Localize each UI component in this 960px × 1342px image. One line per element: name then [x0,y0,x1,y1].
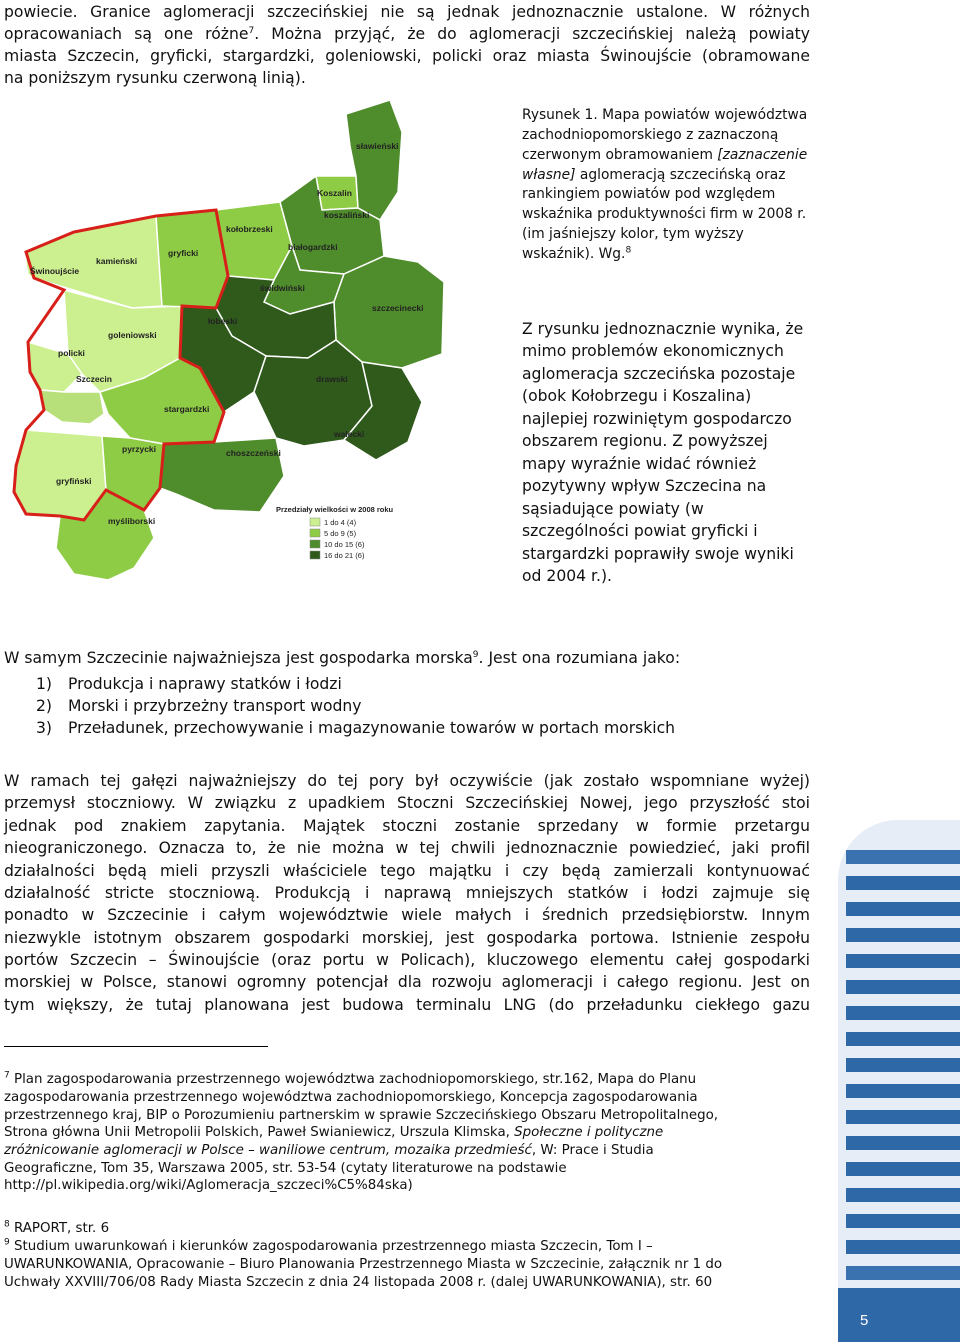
body-paragraph-1-text-cont: . Jest ona rozumiana jako: [478,649,681,667]
footnote-line: Geograficzne, Tom 35, Warszawa 2005, str. 53-54 (cytaty literaturowe na podstawie [4,1161,567,1177]
label-gryficki: gryficki [168,248,199,258]
body-line: nieograniczonego. Oznacza to, że nie można w tej chwili jednoznacznie powiedzieć, jaki profil [4,839,810,857]
list-item-text: Morski i przybrzeżny transport wodny [68,697,362,715]
page-number-box [838,1288,960,1342]
legend-swatch-4 [310,551,320,559]
label-kolobrzeski: kołobrzeski [226,224,273,234]
list-item [36,674,342,696]
footnote-number: 8 [4,1219,10,1230]
county-map [4,92,504,592]
footnote-text: Strona główna Unii Metropolii Polskich, Paweł Swianiewicz, Urszula Klimska, [4,1125,515,1141]
body-paragraph-1 [4,648,810,670]
list-item-text: Przeładunek, przechowywanie i magazynowanie towarów w portach morskich [68,719,676,737]
legend-swatch-2 [310,529,320,537]
intro-line-2-text-cont: . Można przyjąć, że do aglomeracji szczecińskiej należą powiaty [254,25,810,43]
label-koszalinski: koszaliński [324,210,370,220]
label-walecki: wałecki [334,429,365,439]
legend-item-3: 10 do 15 (6) [324,540,365,549]
region-kamienski [26,216,162,308]
body-line: morskiej w Polsce, stanowi ogromny potencjał dla rozwoju aglomeracji i całego regionu. Jest on [4,973,810,991]
caption-text: Rysunek 1. Mapa powiatów województwa zachodniopomorskiego z zaznaczoną czerwonym obramowaniem [522,106,808,163]
legend-title: Przedziały wielkości w 2008 roku [276,505,394,514]
logo-stripes [846,850,960,1280]
body-line: niezwykle istotnym obszarem gospodarki morskiej, jest gospodarka portowa. Istnienie zespołu [4,929,810,947]
legend-swatch-1 [310,518,320,526]
list-item [36,718,676,740]
label-mysliborski: myśliborski [108,516,156,526]
footnote-line [4,1220,834,1238]
intro-line-1: powiecie. Granice aglomeracji szczecińskiej nie są jednak jednoznacznie ustalone. W różnych [4,3,810,21]
list-item-number: 1) [36,675,53,693]
intro-line-2 [4,24,810,46]
footnote-number: 9 [4,1237,10,1248]
legend-swatch-3 [310,540,320,548]
footnote-ref-8[interactable]: 8 [625,245,632,256]
footnote-ref-9[interactable]: 9 [472,649,479,660]
footnote-italic: Społeczne i polityczne [514,1125,664,1141]
footnote-text: Studium uwarunkowań i kierunków zagospodarowania przestrzennego miasta Szczecin, Tom I – [9,1239,653,1255]
label-swinoujscie: Świnoujście [30,266,80,276]
label-policki: policki [58,348,85,358]
footnote-line [4,1071,834,1089]
decorative-logo [838,820,960,1342]
label-bialogardzki: białogardzki [288,242,338,252]
label-choszczenski: choszczeński [226,448,281,458]
footnote-line [4,1124,834,1142]
legend-item-1: 1 do 4 (4) [324,518,357,527]
footnote-text: RAPORT, str. 6 [9,1221,110,1237]
footnote-text: Plan zagospodarowania przestrzennego województwa zachodniopomorskiego, str.162, Mapa do Planu [9,1072,697,1088]
page-number: 5 [860,1312,869,1329]
label-szczecin: Szczecin [76,374,112,384]
label-goleniowski: goleniowski [108,330,157,340]
label-kamienski: kamieński [96,256,138,266]
caption-text-cont: aglomeracją szczecińską oraz rankingiem powiatów pod względem wskaźnika produktywności firm w 2008 r. (im jaśniejszy kolor, tym wyższy wskaźnik). Wg. [522,166,807,263]
body-paragraph-1-text: W samym Szczecinie najważniejsza jest gospodarka morska [4,649,473,667]
footnote-line [4,1142,834,1160]
body-line: tym większy, że tutaj planowana jest budowa terminalu LNG (do przeładunku ciekłego gazu [4,996,810,1014]
label-pyrzycki: pyrzycki [122,444,157,454]
label-szczecinecki: szczecinecki [372,303,424,313]
list-item-number: 3) [36,719,53,737]
intro-line-2-text: opracowaniach są one różne [4,25,249,43]
intro-line-4: na poniższym rysunku czerwoną linią). [4,69,306,87]
region-szczecin [40,390,104,424]
label-swidwinski: świdwiński [260,283,305,293]
footnote-link[interactable]: http://pl.wikipedia.org/wiki/Aglomeracja_szczeci%C5%84ska) [4,1178,413,1194]
footnote-line: przestrzennego kraj, BIP o Porozumieniu partnerskim w sprawie Szczecińskiego Obszaru Metropolitalnego, [4,1108,719,1124]
body-line: portów Szczecin – Świnoujście (oraz portu w Policach), kluczowego elementu całej gospodarki [4,951,810,969]
label-drawski: drawski [316,374,348,384]
logo-background [838,820,960,1342]
list-item-number: 2) [36,697,53,715]
list-item-text: Produkcja i naprawy statków i łodzi [68,675,342,693]
footnote-line: Uchwały XXVIII/706/08 Rady Miasta Szczecin z dnia 24 listopada 2008 r. (dalej UWARUNKOWANIA), str. 60 [4,1275,713,1291]
side-paragraph: Z rysunku jednoznacznie wynika, że mimo problemów ekonomicznych aglomeracja szczecińska pozostaje (obok Kołobrzegu i Koszalina) najlepiej rozwiniętym gospodarczo obszarem regionu. Z powyższej mapy wyraźnie widać również pozytywny wpływ Szczecina na sąsiadujące powiaty (w szczególności powiat gryficki i stargardzki poprawiły swoje wyniki od 2004 r.). [522,319,804,586]
footnote-italic: zróżnicowanie aglomeracji w Polsce – waniliowe centrum, mozaika przedmieść [4,1143,532,1159]
legend-item-4: 16 do 21 (6) [324,551,365,560]
caption-italic: [zaznaczenie własne] [522,146,808,183]
figure-caption [522,106,812,265]
footnote-separator [4,1046,268,1047]
body-line: W ramach tej gałęzi najważniejszy do tej pory był oczywiście (jak zostało wspomniane wyżej) [4,772,810,790]
label-slawienski: sławieński [356,141,399,151]
body-line: jednak pod znakiem zapytania. Majątek stoczni zostanie sprzedany w formie przetargu [4,817,810,835]
intro-line-3: miasta Szczecin, gryficki, stargardzki, goleniowski, policki oraz miasta Świnoujście (obramowane [4,47,810,65]
body-line: ponadto w Szczecinie i całym województwie wiele małych i średnich przedsiębiorstw. Innym [4,906,810,924]
footnote-line: UWARUNKOWANIA, Opracowanie – Biuro Planowania Przestrzennego Miasta w Szczecinie, załącznik nr 1 do [4,1257,723,1273]
footnote-number: 7 [4,1070,10,1081]
legend-item-2: 5 do 9 (5) [324,529,357,538]
body-line: przemysł stoczniowy. W związku z upadkiem Stoczni Szczecińskiej Nowej, jego przyszłość stoi [4,794,810,812]
footnote-line: zagospodarowania przestrzennego województwa zachodniopomorskiego, Koncepcja zagospodarowania [4,1090,698,1106]
footnote-line [4,1238,834,1256]
label-stargardzki: stargardzki [164,404,210,414]
label-gryfinski: gryfiński [56,476,92,486]
footnote-ref-7[interactable]: 7 [248,25,255,36]
body-line: działalność stricte stoczniową. Produkcją i naprawą mniejszych statków i łodzi zajmuje się [4,884,810,902]
body-line: działalności będą mieli przyszli właściciele tego majątku i czy będą zamierzali kontynuować [4,862,810,880]
footnote-text: , W: Prace i Studia [531,1143,654,1159]
label-lobeski: łobeski [208,316,238,326]
list-item [36,696,362,718]
label-koszalin: Koszalin [317,188,352,198]
